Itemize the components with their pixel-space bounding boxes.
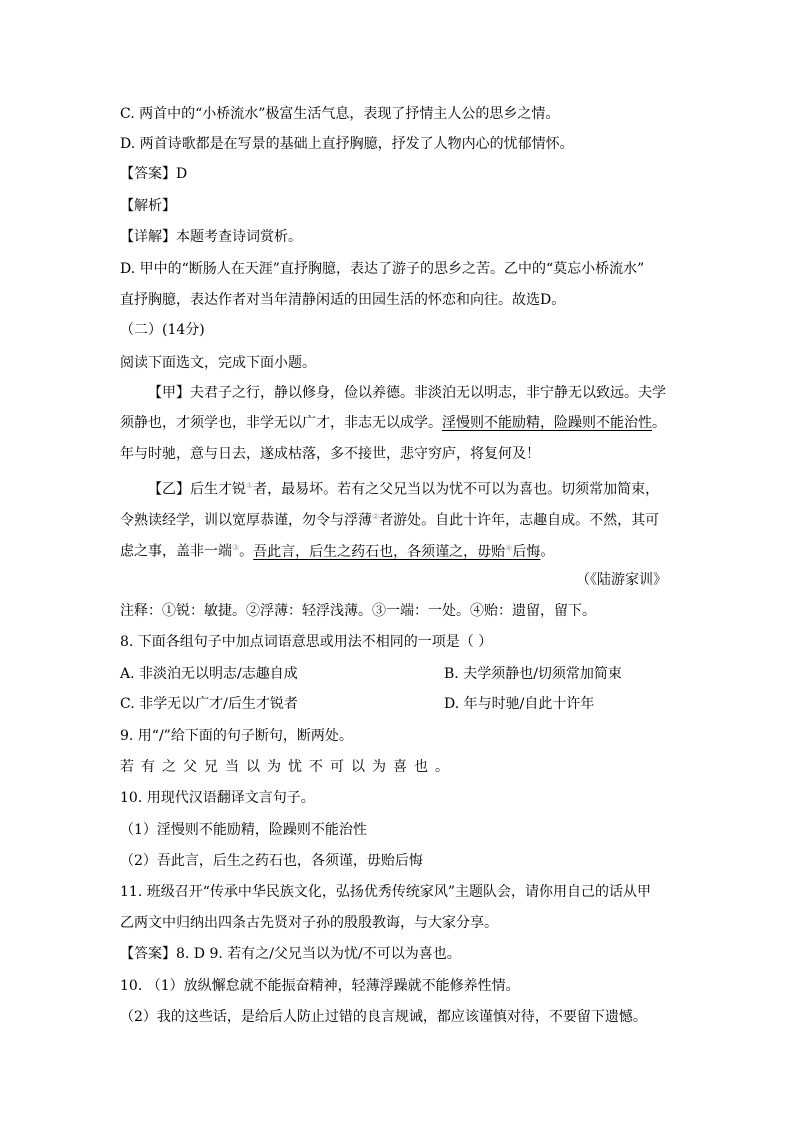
passage-yi-line-1: [148, 476, 659, 500]
passage-text: 。: [540, 543, 555, 560]
passage-text: 者游处。自此十许年，志趣自成。不然，其可: [379, 512, 660, 529]
detail-label: 【详解】本题考查诗词赏析。: [120, 229, 302, 245]
section-heading: （二）(14分): [120, 322, 205, 338]
passage-jia-line-1: 【甲】夫君子之行，静以修身，俭以养德。非淡泊无以明志，非宁静无以致远。夫学: [148, 385, 666, 401]
passage-text: 【乙】后生才锐: [148, 481, 246, 498]
passage-text: 令熟读经学，训以宽厚恭谨，勿令与浮薄: [120, 512, 372, 529]
passage-yi-line-3: [120, 538, 554, 562]
passage-jia-line-3: 年与时驰，意与日去，遂成枯落，多不接世，悲守穷庐，将复何及！: [120, 446, 540, 462]
detail-text-2: 直抒胸臆，表达作者对当年清静闲适的田园生活的怀恋和向往。故选D。: [120, 292, 566, 308]
option-c: C. 非学无以广才/后生才锐者: [120, 696, 298, 712]
reading-instruction: 阅读下面选文，完成下面小题。: [120, 355, 316, 371]
underlined-sentence: 淫慢则不能励精，险躁则不能治性: [442, 415, 652, 431]
option-d-line: D. 两首诗歌都是在写景的基础上直抒胸臆，抒发了人物内心的忧郁情怀。: [120, 136, 574, 152]
option-d: D. 年与时驰/自此十许年: [444, 696, 595, 712]
analysis-label: 【解析】: [120, 198, 176, 214]
underlined-sentence: 吾此言，后生之药石也，各须谨之，毋贻: [253, 543, 506, 560]
underlined-sentence: 后悔: [512, 543, 541, 560]
option-a: A. 非淡泊无以明志/志趣自成: [120, 666, 298, 682]
passage-yi-line-2: [120, 507, 659, 531]
answer-label: 【答案】D: [120, 166, 188, 182]
passage-text: 。: [239, 543, 254, 560]
passage-text: 虑之事，盖非一端: [120, 543, 232, 560]
answer-8-9: 【答案】8. D 9. 若有之/父兄当以为忧/不可以为喜也。: [120, 946, 461, 962]
answer-10-part-2: （2）我的这些话，是给后人防止过错的良言规诫，都应该谨慎对待，不要留下遗憾。: [120, 1009, 647, 1025]
source-attribution: （《陆游家训》: [576, 572, 667, 588]
passage-text: 。: [652, 415, 666, 431]
note-marker: ①: [246, 481, 254, 490]
note-marker: ④: [505, 543, 513, 552]
passage-text: 须静也，才须学也，非学无以广才，非志无以成学。: [120, 415, 442, 431]
question-10-part-2: （2）吾此言，后生之药石也，各须谨，毋贻后悔: [120, 853, 423, 869]
annotations: 注释：①锐：敏捷。②浮薄：轻浮浅薄。③一端：一处。④贻：遗留，留下。: [120, 603, 596, 619]
question-9-sentence: 若有之父兄当以为忧不可以为喜也。: [120, 759, 456, 775]
passage-text: 者，最易坏。若有之父兄当以为忧不可以为喜也。切须常加简束，: [253, 481, 660, 498]
question-11-line-1: 11. 班级召开“传承中华民族文化，弘扬优秀传统家风”主题队会，请你用自己的话从甲: [120, 884, 652, 900]
detail-text-1: D. 甲中的“断肠人在天涯”直抒胸臆，表达了游子的思乡之苦。乙中的“莫忘小桥流水”: [120, 261, 645, 277]
question-10-part-1: （1）淫慢则不能励精，险躁则不能治性: [120, 822, 367, 838]
question-8: 8. 下面各组句子中加点词语意思或用法不相同的一项是（ ）: [120, 634, 493, 650]
question-11-line-2: 乙两文中归纳出四条古先贤对子孙的殷殷教诲，与大家分享。: [120, 915, 498, 931]
answer-10-part-1: 10. （1）放纵懈怠就不能振奋精神，轻薄浮躁就不能修养性情。: [120, 978, 520, 994]
question-9: 9. 用“/”给下面的句子断句，断两处。: [120, 728, 353, 744]
option-c-line: C. 两首中的“小桥流水”极富生活气息，表现了抒情主人公的思乡之情。: [120, 106, 560, 122]
option-b: B. 夫学须静也/切须常加简束: [444, 666, 622, 682]
note-marker: ③: [232, 543, 240, 552]
passage-jia-line-2: [120, 413, 666, 433]
question-10: 10. 用现代汉语翻译文言句子。: [120, 790, 315, 806]
note-marker: ②: [372, 512, 380, 521]
